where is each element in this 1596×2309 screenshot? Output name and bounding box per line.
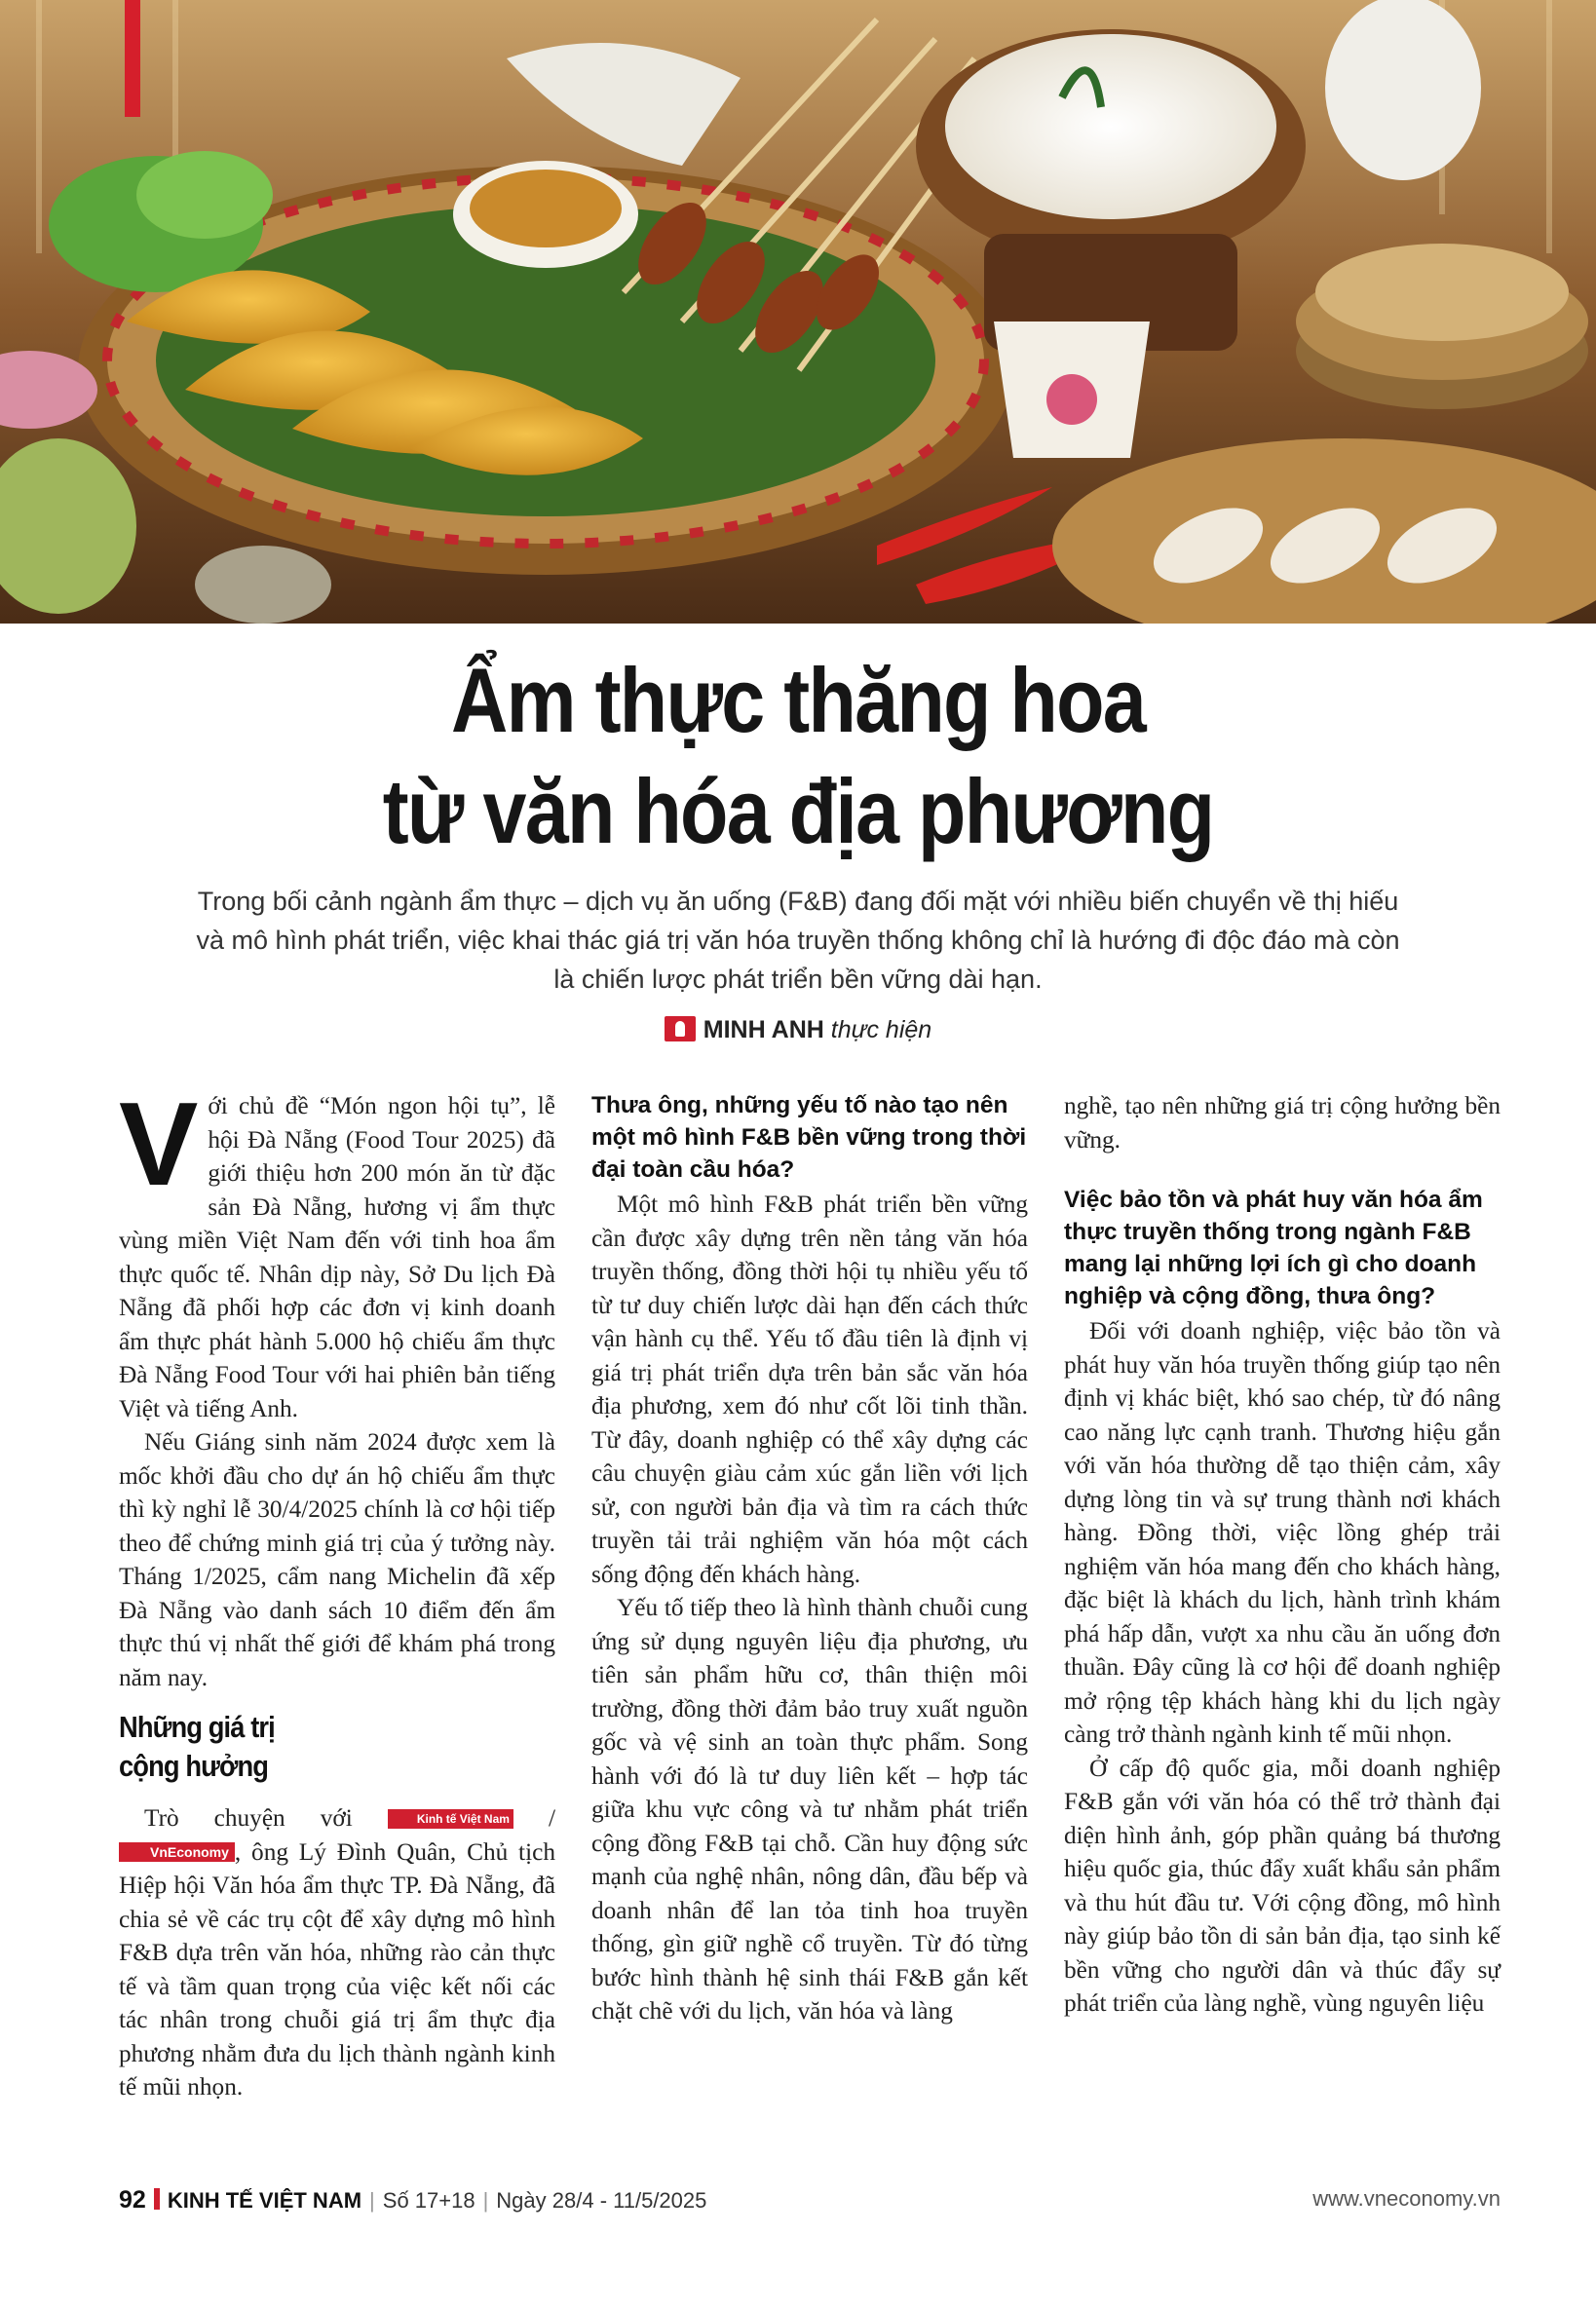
separator: | <box>482 2188 489 2213</box>
subheading-line-2: cộng hưởng <box>119 1749 269 1783</box>
column-1 <box>119 1078 556 2104</box>
footer-accent-bar <box>154 2188 160 2210</box>
article-lead: Trong bối cảnh ngành ẩm thực – dịch vụ ăn uống (F&B) đang đối mặt với nhiều biến chuyển về thị hiếu và mô hình phát triển, việc khai thác giá trị văn hóa truyền thống không chỉ là hướng đi độc đáo mà còn là chiến lược phát triển bền vững dài hạn. <box>196 887 1400 994</box>
kinh-te-viet-nam-logo: Kinh tế Việt Nam <box>388 1809 513 1829</box>
title-line-2: từ văn hóa địa phương <box>382 760 1214 862</box>
page-number: 92 <box>119 2186 146 2214</box>
interview-question: Thưa ông, những yếu tố nào tạo nên một mô hình F&B bền vững trong thời đại toàn cầu hóa? <box>591 1092 1027 1183</box>
page-footer <box>119 2186 1501 2215</box>
food-spread-illustration <box>0 0 1596 624</box>
issue-date: Ngày 28/4 - 11/5/2025 <box>496 2188 707 2213</box>
author-icon <box>665 1016 696 1041</box>
intro-text: ới chủ đề “Món ngon hội tụ”, lễ hội Đà Nẵng (Food Tour 2025) đã giới thiệu hơn 200 món ăn từ đặc sản Đà Nẵng, hương vị ẩm thực vùng miền Việt Nam đến với tinh hoa ẩm thực quốc tế. Nhân dịp này, Sở Du lịch Đà Nẵng đã phối hợp các đơn vị kinh doanh ẩm thực phát hành 5.000 hộ chiếu ẩm thực Đà Nẵng Food Tour với hai phiên bản tiếng Việt và tiếng Anh. <box>119 1092 555 1422</box>
column-2 <box>591 1089 1028 2028</box>
vneconomy-logo: VnEconomy <box>119 1842 235 1862</box>
hero-photo <box>0 0 1596 624</box>
paragraph: Một mô hình F&B phát triển bền vững cần được xây dựng trên nền tảng văn hóa truyền thống, đồng thời hội tụ nhiều yếu tố từ tư duy chiến lược dài hạn đến cách thức vận hành cụ thể. Yếu tố đầu tiên là định vị giá trị phát triển dựa trên bản sắc văn hóa địa phương, xem đó như cốt lõi tinh thần. Từ đây, doanh nghiệp có thể xây dựng các câu chuyện giàu cảm xúc gắn liền với lịch sử, con người bản địa và tìm ra cách thức truyền tải trải nghiệm văn hóa một cách sống động đến khách hàng. <box>591 1191 1028 1588</box>
paragraph: Ở cấp độ quốc gia, mỗi doanh nghiệp F&B gắn với văn hóa có thể trở thành đại diện hình ảnh, góp phần quảng bá thương hiệu quốc gia, thúc đẩy xuất khẩu sản phẩm và thu hút đầu tư. Với cộng đồng, mô hình này giúp bảo tồn di sản bản địa, tạo sinh kế bền vững cho người dân và thúc đẩy sự phát triển của làng nghề, vùng nguyên liệu <box>1064 1754 1501 2017</box>
paragraph-continued: nghề, tạo nên những giá trị cộng hưởng bền vững. <box>1064 1092 1501 1154</box>
paragraph-rest: , ông Lý Đình Quân, Chủ tịch Hiệp hội Văn hóa ẩm thực TP. Đà Nẵng, đã chia sẻ về các trụ cột để xây dựng mô hình F&B dựa trên văn hóa, những rào cản thực tế và tầm quan trọng của việc kết nối các tác nhân trong chuỗi giá trị ẩm thực địa phương nhằm đưa du lịch thành ngành kinh tế mũi nhọn. <box>119 1837 555 2101</box>
subheading-line-1: Những giá trị <box>119 1710 275 1744</box>
author-role: thực hiện <box>830 1016 932 1043</box>
paragraph <box>119 1801 555 2104</box>
title-line-1: Ẩm thực thăng hoa <box>451 649 1145 751</box>
footer-info <box>119 2186 706 2214</box>
byline <box>0 1016 1596 1044</box>
paragraph: Yếu tố tiếp theo là hình thành chuỗi cung ứng sử dụng nguyên liệu địa phương, ưu tiên sản phẩm hữu cơ, thân thiện môi trường, đồng thời đảm bảo truy xuất nguồn gốc và vệ sinh an toàn thực phẩm. Song hành với đó là tư duy liên kết – hợp tác giữa khu vực công và tư nhằm phát triển cộng đồng F&B tại chỗ. Cần huy động sức mạnh của nghệ nhân, nông dân, đầu bếp và doanh nhân để lan tỏa tinh hoa truyền thống, gìn giữ nghề cổ truyền. Từ đó từng bước hình thành hệ sinh thái F&B gắn kết chặt chẽ với du lịch, văn hóa và làng <box>591 1594 1028 2025</box>
interview-question: Việc bảo tồn và phát huy văn hóa ẩm thực truyền thống trong ngành F&B mang lại những lợi ích gì cho doanh nghiệp và cộng đồng, thưa ông? <box>1064 1187 1483 1309</box>
paragraph: Nếu Giáng sinh năm 2024 được xem là mốc khởi đầu cho dự án hộ chiếu ẩm thực thì kỳ nghỉ lễ 30/4/2025 chính là cơ hội tiếp theo để chứng minh giá trị của ý tưởng này. Tháng 1/2025, cẩm nang Michelin đã xếp Đà Nẵng vào danh sách 10 điểm đến ẩm thực thú vị nhất thế giới để khám phá trong năm nay. <box>119 1428 555 1691</box>
paragraph-start: Trò chuyện với <box>144 1804 353 1832</box>
drop-cap: V <box>119 1078 199 1210</box>
magazine-name: KINH TẾ VIỆT NAM <box>167 2188 362 2213</box>
slash: / <box>548 1804 556 1832</box>
paragraph: Đối với doanh nghiệp, việc bảo tồn và phát huy văn hóa truyền thống giúp tạo nên định vị khác biệt, khó sao chép, từ đó nâng cao năng lực cạnh tranh. Thương hiệu gắn với văn hóa thường dễ tạo thiện cảm, xây dựng lòng tin và sự trung thành nơi khách hàng. Đồng thời, việc lồng ghép trải nghiệm văn hóa mang đến cho khách hàng, đặc biệt là khách du lịch, hành trình khám phá hấp dẫn, vượt xa nhu cầu ăn uống đơn thuần. Đây cũng là cơ hội để doanh nghiệp mở rộng tệp khách hàng khi du lịch ngày càng trở thành ngành kinh tế mũi nhọn. <box>1064 1317 1501 1748</box>
intro-paragraph <box>119 1078 555 1425</box>
separator: | <box>369 2188 375 2213</box>
subheading <box>119 1708 503 1786</box>
website-link[interactable]: www.vneconomy.vn <box>1312 2186 1501 2211</box>
article-title <box>112 645 1485 867</box>
author-name: MINH ANH <box>703 1016 824 1043</box>
issue-number: Số 17+18 <box>382 2188 475 2213</box>
column-3 <box>1064 1089 1501 2021</box>
